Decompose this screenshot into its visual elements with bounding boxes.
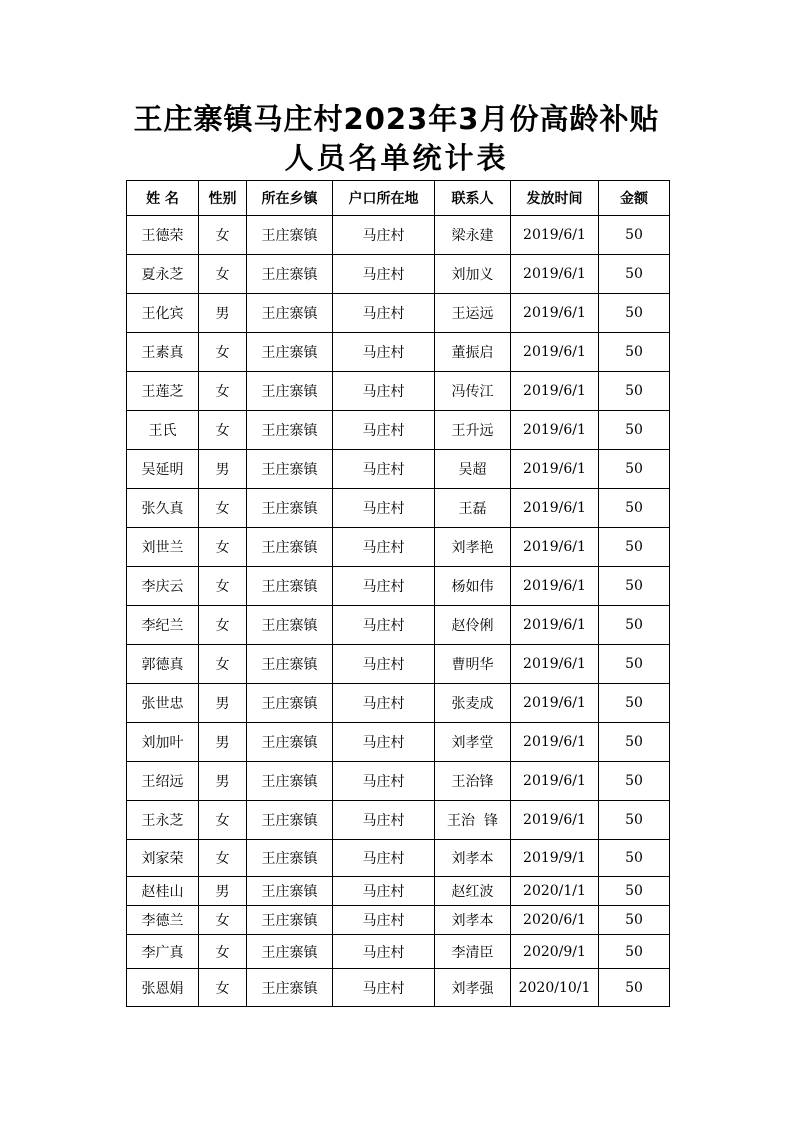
cell-name: 王氏 bbox=[127, 411, 199, 450]
header-name: 姓 名 bbox=[127, 181, 199, 216]
cell-name: 张久真 bbox=[127, 489, 199, 528]
cell-hukou: 马庄村 bbox=[333, 801, 435, 840]
cell-amount: 50 bbox=[599, 606, 670, 645]
cell-township: 王庄寨镇 bbox=[247, 969, 333, 1007]
cell-hukou: 马庄村 bbox=[333, 216, 435, 255]
table-row bbox=[127, 411, 670, 450]
cell-hukou: 马庄村 bbox=[333, 450, 435, 489]
cell-contact: 刘孝强 bbox=[435, 969, 511, 1007]
table-row bbox=[127, 528, 670, 567]
cell-gender: 女 bbox=[199, 489, 247, 528]
document-title-line-2: 人员名单统计表 bbox=[284, 141, 509, 175]
cell-hukou: 马庄村 bbox=[333, 762, 435, 801]
cell-amount: 50 bbox=[599, 567, 670, 606]
cell-hukou: 马庄村 bbox=[333, 528, 435, 567]
cell-gender: 男 bbox=[199, 450, 247, 489]
cell-amount: 50 bbox=[599, 255, 670, 294]
cell-amount: 50 bbox=[599, 450, 670, 489]
cell-amount: 50 bbox=[599, 294, 670, 333]
cell-contact: 吴超 bbox=[435, 450, 511, 489]
cell-contact: 刘加义 bbox=[435, 255, 511, 294]
cell-township: 王庄寨镇 bbox=[247, 216, 333, 255]
cell-contact: 杨如伟 bbox=[435, 567, 511, 606]
cell-township: 王庄寨镇 bbox=[247, 762, 333, 801]
header-amount: 金额 bbox=[599, 181, 670, 216]
cell-name: 刘世兰 bbox=[127, 528, 199, 567]
cell-hukou: 马庄村 bbox=[333, 645, 435, 684]
table-row bbox=[127, 969, 670, 1007]
cell-township: 王庄寨镇 bbox=[247, 801, 333, 840]
header-contact: 联系人 bbox=[435, 181, 511, 216]
cell-name: 李纪兰 bbox=[127, 606, 199, 645]
cell-gender: 女 bbox=[199, 969, 247, 1007]
cell-name: 李德兰 bbox=[127, 906, 199, 935]
cell-hukou: 马庄村 bbox=[333, 489, 435, 528]
cell-contact: 刘孝艳 bbox=[435, 528, 511, 567]
table-row bbox=[127, 840, 670, 877]
cell-hukou: 马庄村 bbox=[333, 723, 435, 762]
table-row bbox=[127, 935, 670, 969]
cell-hukou: 马庄村 bbox=[333, 969, 435, 1007]
cell-gender: 女 bbox=[199, 840, 247, 877]
cell-name: 王德荣 bbox=[127, 216, 199, 255]
cell-name: 郭德真 bbox=[127, 645, 199, 684]
cell-hukou: 马庄村 bbox=[333, 877, 435, 906]
cell-amount: 50 bbox=[599, 489, 670, 528]
cell-gender: 女 bbox=[199, 906, 247, 935]
cell-amount: 50 bbox=[599, 801, 670, 840]
cell-township: 王庄寨镇 bbox=[247, 333, 333, 372]
cell-gender: 女 bbox=[199, 372, 247, 411]
table-row bbox=[127, 723, 670, 762]
cell-hukou: 马庄村 bbox=[333, 333, 435, 372]
cell-date: 2019/6/1 bbox=[511, 801, 599, 840]
cell-township: 王庄寨镇 bbox=[247, 840, 333, 877]
cell-contact: 赵伶俐 bbox=[435, 606, 511, 645]
cell-name: 赵桂山 bbox=[127, 877, 199, 906]
cell-date: 2019/6/1 bbox=[511, 606, 599, 645]
cell-gender: 女 bbox=[199, 528, 247, 567]
cell-gender: 女 bbox=[199, 255, 247, 294]
cell-contact: 赵红波 bbox=[435, 877, 511, 906]
cell-name: 王莲芝 bbox=[127, 372, 199, 411]
cell-gender: 女 bbox=[199, 333, 247, 372]
header-hukou-location: 户口所在地 bbox=[333, 181, 435, 216]
cell-amount: 50 bbox=[599, 684, 670, 723]
cell-contact: 王运远 bbox=[435, 294, 511, 333]
cell-township: 王庄寨镇 bbox=[247, 606, 333, 645]
cell-gender: 男 bbox=[199, 684, 247, 723]
cell-amount: 50 bbox=[599, 216, 670, 255]
header-gender: 性别 bbox=[199, 181, 247, 216]
cell-date: 2019/6/1 bbox=[511, 411, 599, 450]
cell-date: 2019/6/1 bbox=[511, 723, 599, 762]
table-row bbox=[127, 877, 670, 906]
cell-date: 2020/10/1 bbox=[511, 969, 599, 1007]
cell-date: 2019/6/1 bbox=[511, 372, 599, 411]
cell-date: 2019/6/1 bbox=[511, 567, 599, 606]
subsidy-table bbox=[126, 180, 670, 1007]
cell-name: 王永芝 bbox=[127, 801, 199, 840]
table-row bbox=[127, 372, 670, 411]
cell-township: 王庄寨镇 bbox=[247, 255, 333, 294]
cell-name: 王化宾 bbox=[127, 294, 199, 333]
cell-amount: 50 bbox=[599, 840, 670, 877]
cell-amount: 50 bbox=[599, 723, 670, 762]
cell-township: 王庄寨镇 bbox=[247, 294, 333, 333]
cell-date: 2019/6/1 bbox=[511, 528, 599, 567]
cell-hukou: 马庄村 bbox=[333, 411, 435, 450]
cell-date: 2019/6/1 bbox=[511, 450, 599, 489]
cell-amount: 50 bbox=[599, 528, 670, 567]
cell-gender: 男 bbox=[199, 877, 247, 906]
table-row bbox=[127, 684, 670, 723]
cell-township: 王庄寨镇 bbox=[247, 528, 333, 567]
cell-amount: 50 bbox=[599, 372, 670, 411]
cell-township: 王庄寨镇 bbox=[247, 489, 333, 528]
document-title-line-1: 王庄寨镇马庄村2023年3月份高龄补贴 bbox=[133, 102, 660, 136]
table-row bbox=[127, 450, 670, 489]
cell-township: 王庄寨镇 bbox=[247, 684, 333, 723]
cell-gender: 女 bbox=[199, 567, 247, 606]
cell-gender: 女 bbox=[199, 935, 247, 969]
table-row bbox=[127, 216, 670, 255]
cell-amount: 50 bbox=[599, 333, 670, 372]
table-row bbox=[127, 489, 670, 528]
cell-gender: 男 bbox=[199, 723, 247, 762]
cell-township: 王庄寨镇 bbox=[247, 906, 333, 935]
cell-hukou: 马庄村 bbox=[333, 372, 435, 411]
cell-hukou: 马庄村 bbox=[333, 935, 435, 969]
table-row bbox=[127, 906, 670, 935]
cell-date: 2020/6/1 bbox=[511, 906, 599, 935]
cell-hukou: 马庄村 bbox=[333, 906, 435, 935]
cell-contact: 刘孝本 bbox=[435, 840, 511, 877]
cell-contact: 张麦成 bbox=[435, 684, 511, 723]
cell-contact: 刘孝本 bbox=[435, 906, 511, 935]
cell-contact: 王治锋 bbox=[435, 762, 511, 801]
cell-name: 张恩娟 bbox=[127, 969, 199, 1007]
cell-amount: 50 bbox=[599, 645, 670, 684]
table-row bbox=[127, 762, 670, 801]
cell-date: 2019/6/1 bbox=[511, 645, 599, 684]
cell-date: 2019/6/1 bbox=[511, 255, 599, 294]
cell-township: 王庄寨镇 bbox=[247, 567, 333, 606]
cell-name: 李广真 bbox=[127, 935, 199, 969]
cell-amount: 50 bbox=[599, 411, 670, 450]
cell-township: 王庄寨镇 bbox=[247, 645, 333, 684]
cell-hukou: 马庄村 bbox=[333, 567, 435, 606]
cell-date: 2019/6/1 bbox=[511, 684, 599, 723]
table-row bbox=[127, 294, 670, 333]
cell-amount: 50 bbox=[599, 906, 670, 935]
cell-amount: 50 bbox=[599, 935, 670, 969]
table-row bbox=[127, 801, 670, 840]
cell-date: 2019/6/1 bbox=[511, 294, 599, 333]
cell-amount: 50 bbox=[599, 969, 670, 1007]
cell-township: 王庄寨镇 bbox=[247, 450, 333, 489]
cell-gender: 男 bbox=[199, 294, 247, 333]
cell-hukou: 马庄村 bbox=[333, 606, 435, 645]
table-body bbox=[127, 216, 670, 1007]
header-township: 所在乡镇 bbox=[247, 181, 333, 216]
cell-name: 李庆云 bbox=[127, 567, 199, 606]
cell-contact: 梁永建 bbox=[435, 216, 511, 255]
cell-gender: 女 bbox=[199, 645, 247, 684]
cell-gender: 女 bbox=[199, 801, 247, 840]
cell-amount: 50 bbox=[599, 762, 670, 801]
cell-hukou: 马庄村 bbox=[333, 255, 435, 294]
cell-gender: 女 bbox=[199, 606, 247, 645]
cell-contact: 李清臣 bbox=[435, 935, 511, 969]
table-row bbox=[127, 255, 670, 294]
cell-gender: 女 bbox=[199, 216, 247, 255]
cell-name: 吴延明 bbox=[127, 450, 199, 489]
table-row bbox=[127, 567, 670, 606]
table-row bbox=[127, 333, 670, 372]
cell-contact: 刘孝堂 bbox=[435, 723, 511, 762]
cell-name: 刘家荣 bbox=[127, 840, 199, 877]
cell-township: 王庄寨镇 bbox=[247, 935, 333, 969]
cell-date: 2019/6/1 bbox=[511, 216, 599, 255]
cell-contact: 冯传江 bbox=[435, 372, 511, 411]
table-row bbox=[127, 645, 670, 684]
header-issue-date: 发放时间 bbox=[511, 181, 599, 216]
cell-name: 王素真 bbox=[127, 333, 199, 372]
cell-name: 刘加叶 bbox=[127, 723, 199, 762]
cell-township: 王庄寨镇 bbox=[247, 723, 333, 762]
cell-name: 夏永芝 bbox=[127, 255, 199, 294]
cell-township: 王庄寨镇 bbox=[247, 411, 333, 450]
cell-hukou: 马庄村 bbox=[333, 294, 435, 333]
cell-contact: 曹明华 bbox=[435, 645, 511, 684]
cell-contact: 王磊 bbox=[435, 489, 511, 528]
cell-contact: 王治 锋 bbox=[435, 801, 511, 840]
cell-date: 2019/6/1 bbox=[511, 489, 599, 528]
table-header-row bbox=[127, 181, 670, 216]
cell-date: 2020/1/1 bbox=[511, 877, 599, 906]
cell-hukou: 马庄村 bbox=[333, 840, 435, 877]
cell-township: 王庄寨镇 bbox=[247, 372, 333, 411]
cell-date: 2019/6/1 bbox=[511, 333, 599, 372]
cell-date: 2019/9/1 bbox=[511, 840, 599, 877]
cell-name: 张世忠 bbox=[127, 684, 199, 723]
cell-date: 2019/6/1 bbox=[511, 762, 599, 801]
cell-amount: 50 bbox=[599, 877, 670, 906]
cell-gender: 男 bbox=[199, 762, 247, 801]
cell-hukou: 马庄村 bbox=[333, 684, 435, 723]
cell-contact: 王升远 bbox=[435, 411, 511, 450]
cell-township: 王庄寨镇 bbox=[247, 877, 333, 906]
cell-gender: 女 bbox=[199, 411, 247, 450]
cell-name: 王绍远 bbox=[127, 762, 199, 801]
cell-date: 2020/9/1 bbox=[511, 935, 599, 969]
table-row bbox=[127, 606, 670, 645]
cell-contact: 董振启 bbox=[435, 333, 511, 372]
